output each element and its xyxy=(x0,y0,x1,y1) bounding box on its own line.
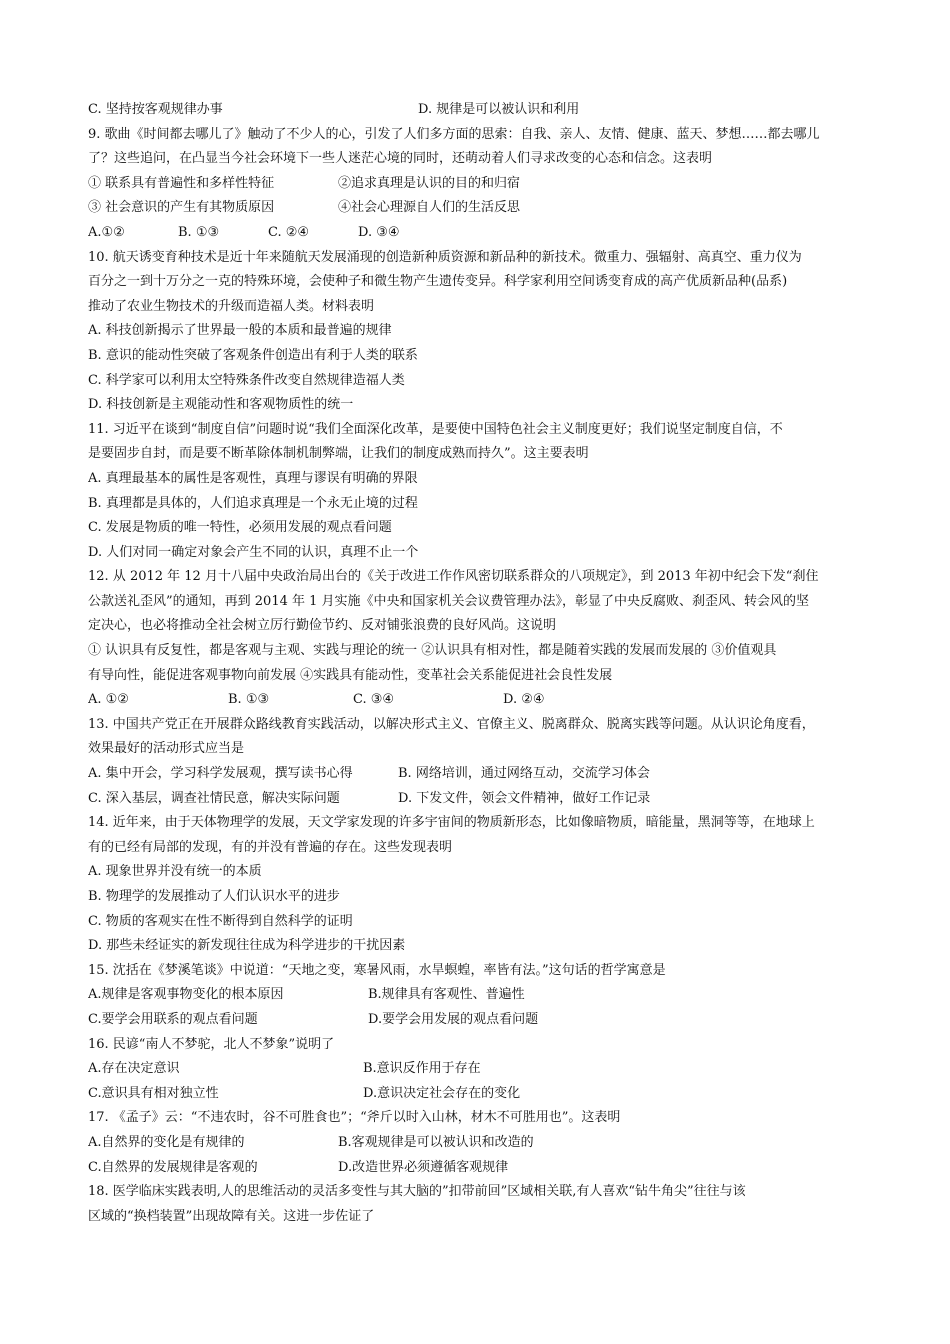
question-10-stem: 10. 航天诱变育种技术是近十年来随航天发展涌现的创造新种质资源和新品种的新技术。微重力、强辐射、高真空、重力仪为 xyxy=(88,249,802,265)
question-11-option-b: B. 真理都是具体的，人们追求真理是一个永无止境的过程 xyxy=(88,495,418,511)
question-14-stem-cont: 有的已经有局部的发现，有的并没有普遍的存在。这些发现表明 xyxy=(88,839,453,855)
option-b: B.客观规律是可以被认识和改造的 xyxy=(338,1134,534,1150)
question-9-statements-12 xyxy=(88,172,870,197)
option-a: A. 集中开会，学习科学发展观，撰写读书心得 xyxy=(88,766,353,782)
statement-4: ④社会心理源自人们的生活反思 xyxy=(338,200,521,216)
question-18-stem: 18. 医学临床实践表明,人的思维活动的灵活多变性与其大脑的”扣带前回”区域相关联,有人喜欢“钻牛角尖”往往与该 xyxy=(88,1184,746,1200)
option-a: A.存在决定意识 xyxy=(88,1061,180,1077)
choice-c: C. ②④ xyxy=(268,224,310,240)
question-17-stem: 17. 《孟子》云：“不违农时，谷不可胜食也”；“斧斤以时入山林，材木不可胜用也”。这表明 xyxy=(88,1110,621,1126)
question-12-statements-cont: 有导向性，能促进客观事物向前发展 ④实践具有能动性，变革社会关系能促进社会良性发展 xyxy=(88,667,613,683)
question-10-option-c: C. 科学家可以利用太空特殊条件改变自然规律造福人类 xyxy=(88,372,405,388)
question-9-stem: 9. 歌曲《时间都去哪儿了》触动了不少人的心，引发了人们多方面的思索：自我、亲人、友情、健康、蓝天、梦想……都去哪儿 xyxy=(88,126,820,142)
question-12-statements: ① 认识具有反复性，都是客观与主观、实践与理论的统一 ②认识具有相对性，都是随着实践的发展而发展的 ③价值观具 xyxy=(88,643,777,659)
choice-d: D. ③④ xyxy=(358,224,400,240)
statement-1: ① 联系具有普遍性和多样性特征 xyxy=(88,175,275,191)
question-13-stem: 13. 中国共产党正在开展群众路线教育实践活动，以解决形式主义、官僚主义、脱离群众、脱离实践等问题。从认识论角度看， xyxy=(88,716,815,732)
choice-c: C. ③④ xyxy=(353,692,395,708)
question-11-option-a: A. 真理最基本的属性是客观性，真理与谬误有明确的界限 xyxy=(88,470,418,486)
question-10-option-d: D. 科技创新是主观能动性和客观物质性的统一 xyxy=(88,397,354,413)
option-c: C. 深入基层，调查社情民意，解决实际问题 xyxy=(88,790,340,806)
question-18-stem-cont: 区域的“换档装置”出现故障有关。这进一步佐证了 xyxy=(88,1208,375,1224)
option-b: B.规律具有客观性、普遍性 xyxy=(368,987,525,1003)
option-a: A.自然界的变化是有规律的 xyxy=(88,1134,245,1150)
question-14-stem: 14. 近年来，由于天体物理学的发展，天文学家发现的许多宇宙间的物质新形态，比如像暗物质，暗能量，黑洞等等，在地球上 xyxy=(88,815,815,831)
option-d: D.意识决定社会存在的变化 xyxy=(363,1085,521,1101)
question-13-options-cd xyxy=(88,787,870,812)
option-c: C.要学会用联系的观点看问题 xyxy=(88,1011,258,1027)
option-b: B. 网络培训，通过网络互动，交流学习体会 xyxy=(398,766,650,782)
question-17-options-cd xyxy=(88,1156,870,1181)
question-14-option-b: B. 物理学的发展推动了人们认识水平的进步 xyxy=(88,889,340,904)
question-15-stem: 15. 沈括在《梦溪笔谈》中说道：“天地之变，寒暑风雨，水旱螟蝗，率皆有法。”这句话的哲学寓意是 xyxy=(88,962,666,978)
option-c: C. 坚持按客观规律办事 xyxy=(88,102,223,117)
statement-2: ②追求真理是认识的目的和归宿 xyxy=(338,175,521,191)
option-a: A.规律是客观事物变化的根本原因 xyxy=(88,987,284,1003)
question-10-stem-cont: 百分之一到十万分之一克的特殊环境，会使种子和微生物产生遗传变异。科学家利用空间诱变育成的高产优质新品种(品系) xyxy=(88,274,788,290)
statement-3: ③ 社会意识的产生有其物质原因 xyxy=(88,200,275,216)
question-11-option-c: C. 发展是物质的唯一特性，必须用发展的观点看问题 xyxy=(88,520,392,536)
option-d: D. 规律是可以被认识和利用 xyxy=(418,102,580,117)
option-c: C.自然界的发展规律是客观的 xyxy=(88,1159,258,1175)
question-16-stem: 16. 民谚“南人不梦驼，北人不梦象”说明了 xyxy=(88,1036,335,1052)
question-16-options-cd xyxy=(88,1082,870,1107)
choice-b: B. ①③ xyxy=(228,692,270,708)
option-d: D.要学会用发展的观点看问题 xyxy=(368,1011,539,1027)
question-11-option-d: D. 人们对同一确定对象会产生不同的认识，真理不止一个 xyxy=(88,544,419,560)
option-d: D.改造世界必须遵循客观规律 xyxy=(338,1159,509,1175)
question-14-option-c: C. 物质的客观实在性不断得到自然科学的证明 xyxy=(88,913,353,929)
question-12-stem-cont: 定决心，也必将推动全社会树立厉行勤俭节约、反对铺张浪费的良好风尚。这说明 xyxy=(88,618,557,634)
question-9-choices xyxy=(88,221,870,246)
option-b: B.意识反作用于存在 xyxy=(363,1061,481,1077)
question-10-option-b: B. 意识的能动性突破了客观条件创造出有利于人类的联系 xyxy=(88,347,418,363)
question-14-option-a: A. 现象世界并没有统一的本质 xyxy=(88,864,262,880)
choice-a: A.①② xyxy=(88,224,125,240)
choice-a: A. ①② xyxy=(88,692,129,708)
question-15-options-ab xyxy=(88,983,870,1008)
question-9-statements-34 xyxy=(88,196,870,221)
question-10-stem-cont: 推动了农业生物技术的升级而造福人类。材料表明 xyxy=(88,298,375,314)
question-10-option-a: A. 科技创新揭示了世界最一般的本质和最普遍的规律 xyxy=(88,323,392,339)
question-9-stem-cont: 了？这些追问，在凸显当今社会环境下一些人迷茫心境的同时，还萌动着人们寻求改变的心态和信念。这表明 xyxy=(88,151,713,167)
question-17-options-ab xyxy=(88,1131,870,1156)
option-d: D. 下发文件，领会文件精神，做好工作记录 xyxy=(398,790,651,806)
choice-b: B. ①③ xyxy=(178,224,220,240)
question-13-options-ab xyxy=(88,762,870,787)
question-12-stem: 12. 从 2012 年 12 月十八届中央政治局出台的《关于改进工作作风密切联系群众的八项规定》，到 2013 年初中纪会下发“刹住 xyxy=(88,569,819,585)
option-c: C.意识具有相对独立性 xyxy=(88,1085,219,1101)
question-8-options-cd xyxy=(88,98,870,123)
question-15-options-cd xyxy=(88,1008,870,1033)
question-11-stem: 11. 习近平在谈到“制度自信”问题时说“我们全面深化改革，是要使中国特色社会主义制度更好；我们说坚定制度自信，不 xyxy=(88,421,783,437)
question-12-stem-cont: 公款送礼歪风”的通知，再到 2014 年 1 月实施《中央和国家机关会议费管理办法》，彰显了中央反腐败、刹歪风、转会风的坚 xyxy=(88,593,810,609)
question-12-choices xyxy=(88,688,870,713)
question-14-option-d: D. 那些未经证实的新发现往往成为科学进步的干扰因素 xyxy=(88,938,406,954)
question-11-stem-cont: 是要固步自封，而是要不断革除体制机制弊端，让我们的制度成熟而持久”。这主要表明 xyxy=(88,446,589,462)
question-13-stem-cont: 效果最好的活动形式应当是 xyxy=(88,741,245,757)
question-16-options-ab xyxy=(88,1057,870,1082)
choice-d: D. ②④ xyxy=(503,692,545,708)
